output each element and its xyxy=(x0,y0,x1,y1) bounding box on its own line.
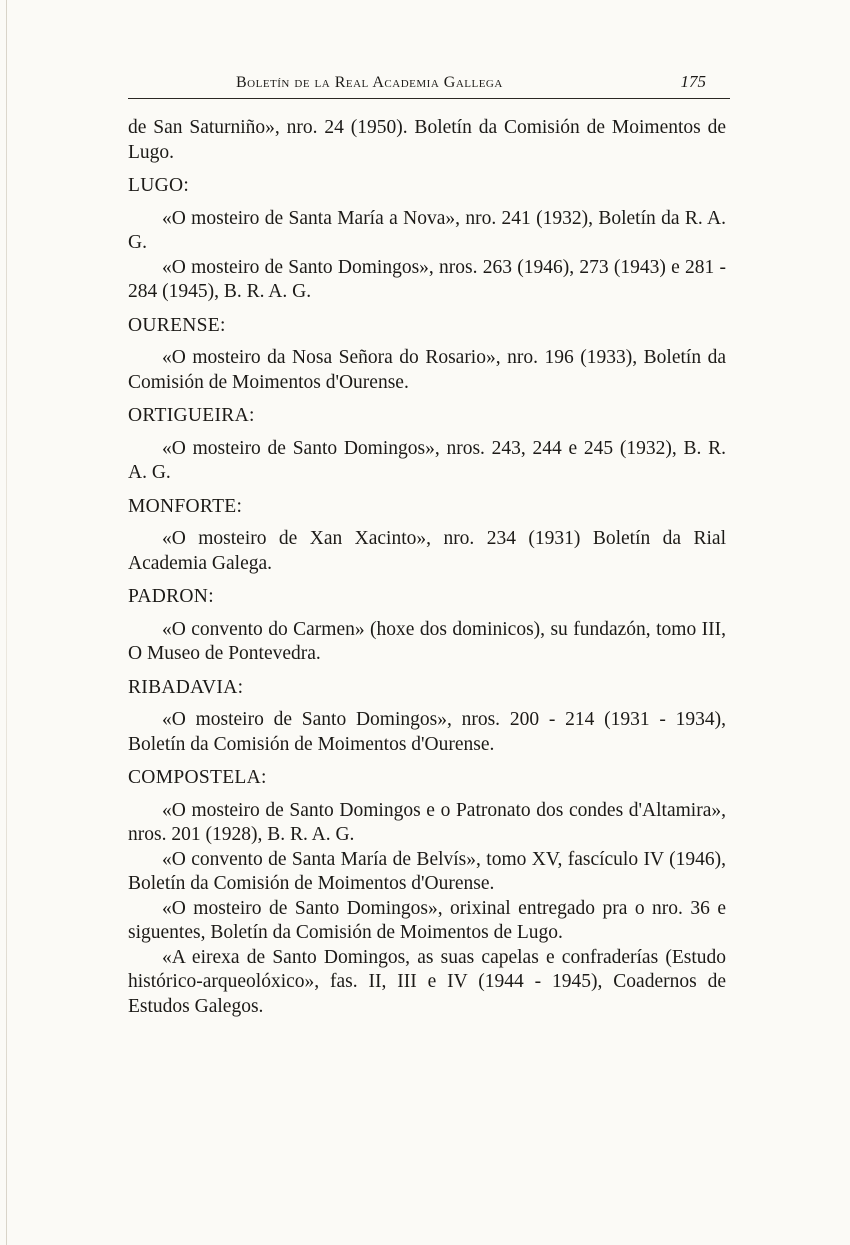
heading-compostela: COMPOSTELA: xyxy=(128,767,267,788)
heading-ortigueira: ORTIGUEIRA: xyxy=(128,405,255,426)
entry-lugo-1: «O mosteiro de Santa María a Nova», nro. 241 (1932), Boletín da R. A. G. xyxy=(128,207,726,253)
intro-paragraph: de San Saturniño», nro. 24 (1950). Boletín da Comisión de Moimentos de Lugo. xyxy=(128,117,726,163)
entry-compostela-4: «A eirexa de Santo Domingos, as suas capelas e confraderías (Estudo histórico-arqueolóxico», fas. II, III e IV (1944 - 1945), Coadernos de Estudos Galegos. xyxy=(128,946,726,1017)
page-edge-mark xyxy=(6,0,7,1245)
heading-lugo: LUGO: xyxy=(128,175,190,196)
entry-padron-1: «O convento do Carmen» (hoxe dos dominicos), su fundazón, tomo III, O Museo de Pontevedra. xyxy=(128,618,726,664)
header-rule xyxy=(128,98,730,99)
journal-title: Boletín de la Real Academia Gallega xyxy=(236,74,503,91)
entry-ribadavia-1: «O mosteiro de Santo Domingos», nros. 200 - 214 (1931 - 1934), Boletín da Comisión de Moimentos d'Ourense. xyxy=(128,709,726,755)
heading-monforte: MONFORTE: xyxy=(128,495,243,517)
entry-compostela-1: «O mosteiro de Santo Domingos e o Patronato dos condes d'Altamira», nros. 201 (1928), B. R. A. G. xyxy=(128,799,726,845)
article-body xyxy=(128,116,726,1019)
entry-ortigueira-1: «O mosteiro de Santo Domingos», nros. 243, 244 e 245 (1932), B. R. A. G. xyxy=(128,437,726,483)
heading-padron: PADRON: xyxy=(128,586,214,607)
heading-ribadavia: RIBADAVIA: xyxy=(128,676,244,698)
entry-ourense-1: «O mosteiro da Nosa Señora do Rosario», nro. 196 (1933), Boletín da Comisión de Moimentos d'Ourense. xyxy=(128,347,726,393)
entry-compostela-2: «O convento de Santa María de Belvís», tomo XV, fascículo IV (1946), Boletín da Comisión de Moimentos d'Ourense. xyxy=(128,848,726,894)
entry-monforte-1: «O mosteiro de Xan Xacinto», nro. 234 (1931) Boletín da Rial Academia Galega. xyxy=(128,528,726,574)
running-header xyxy=(128,70,728,100)
page-number: 175 xyxy=(680,72,706,91)
entry-lugo-2: «O mosteiro de Santo Domingos», nros. 263 (1946), 273 (1943) e 281 - 284 (1945), B. R. A. G. xyxy=(128,256,726,302)
heading-ourense: OURENSE: xyxy=(128,314,226,336)
entry-compostela-3: «O mosteiro de Santo Domingos», orixinal entregado pra o nro. 36 e siguentes, Boletín da Comisión de Moimentos de Lugo. xyxy=(128,897,726,943)
